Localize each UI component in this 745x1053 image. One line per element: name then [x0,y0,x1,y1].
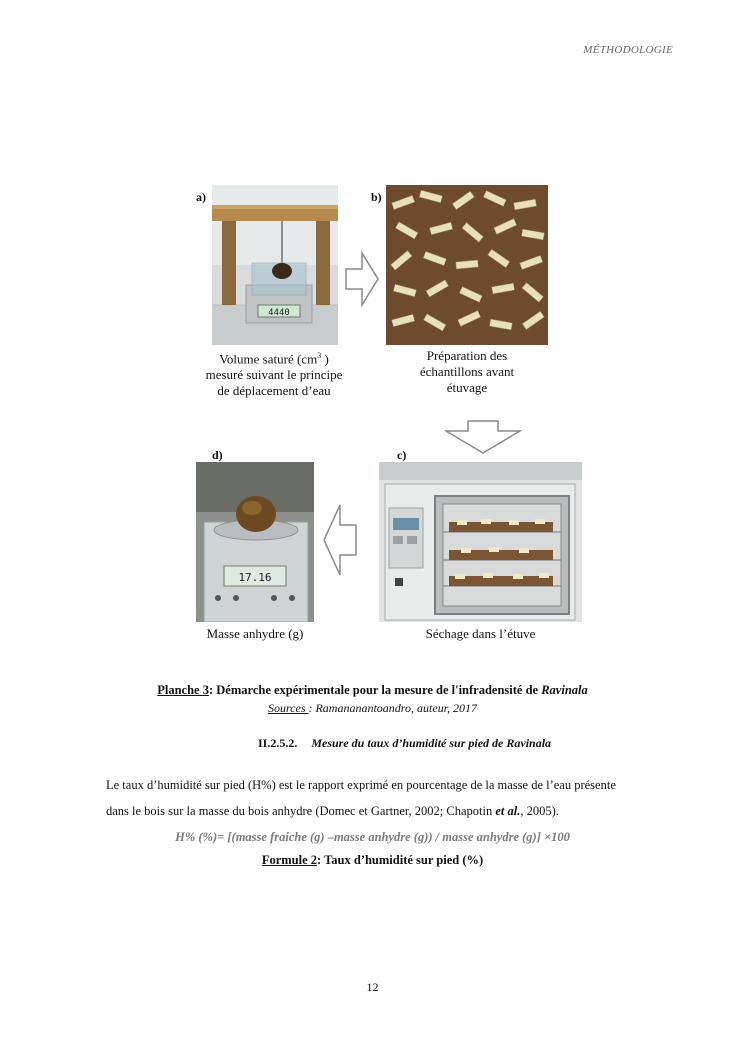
sources-text: : Ramananantoandro, auteur, 2017 [308,701,478,715]
panel-b-photo [386,185,548,345]
arrow-left-icon [322,501,358,579]
balance-a-display: 4440 [268,308,290,318]
planche-text: : Démarche expérimentale pour la mesure de l'infradensité de [208,683,542,697]
figure-caption [0,683,745,698]
panel-d-caption: Masse anhydre (g) [206,626,304,641]
labelled-samples-image [386,185,548,345]
panel-c-caption: Séchage dans l’étuve [425,626,536,641]
formula-label: Formule 2 [261,853,318,867]
paragraph-line-2a: dans le bois sur la masse du bois anhydre (Domec et Gartner, 2002; Chapotin [106,804,496,818]
planche-species: Ravinala [541,683,588,697]
paragraph-line-2b: , 2005). [520,804,559,818]
panel-a-photo [212,185,338,345]
arrow-right-icon [344,249,380,309]
formula: H% (%)= [(masse fraiche (g) –masse anhydre (g)) / masse anhydre (g)] ×100 [175,830,570,844]
caption-b-l1: Préparation des [426,348,508,363]
body-paragraph [106,772,678,824]
balance-d-display: 17.16 [238,571,272,584]
running-header: MÉTHODOLOGIE [583,44,673,56]
page-number: 12 [366,980,379,994]
caption-a-l1b: ) [321,351,329,367]
caption-b-l2: échantillons avant [419,364,515,379]
figure-sources [0,701,745,716]
paragraph-line-1: Le taux d’humidité sur pied (H%) est le rapport exprimé en pourcentage de la masse de l’eau présente [106,778,616,792]
arrow-down-icon [444,419,522,455]
panel-b-caption [386,348,548,396]
panel-c-photo [379,462,582,622]
sources-label: Sources [267,701,309,715]
paragraph-etal: et al. [495,804,521,818]
panel-d-photo [196,462,314,622]
planche-label: Planche 3 [157,683,209,697]
caption-b-l3: étuvage [446,380,488,395]
formula-caption [0,853,745,868]
panel-b-label: b) [371,190,382,204]
panel-a-caption [176,348,372,399]
drying-oven-image [379,462,582,622]
section-title: Mesure du taux d’humidité sur pied de Ravinala [311,736,552,750]
paragraph-line-2 [106,798,678,824]
caption-a-sup: 3 [317,351,322,360]
section-number: II.2.5.2. [258,736,298,750]
formula-caption-text: : Taux d’humidité sur pied (%) [317,853,484,867]
caption-a-l2: mesuré suivant le principe [205,367,343,383]
panel-d-label: d) [212,448,223,462]
panel-a-label: a) [196,190,206,204]
caption-a-l3: de déplacement d’eau [217,383,331,399]
panel-c-label: c) [397,448,407,462]
balance-water-displacement-image [212,185,338,345]
caption-a-l1a: Volume saturé (cm [219,351,318,367]
balance-dry-mass-image [196,462,314,622]
section-heading [258,736,551,751]
